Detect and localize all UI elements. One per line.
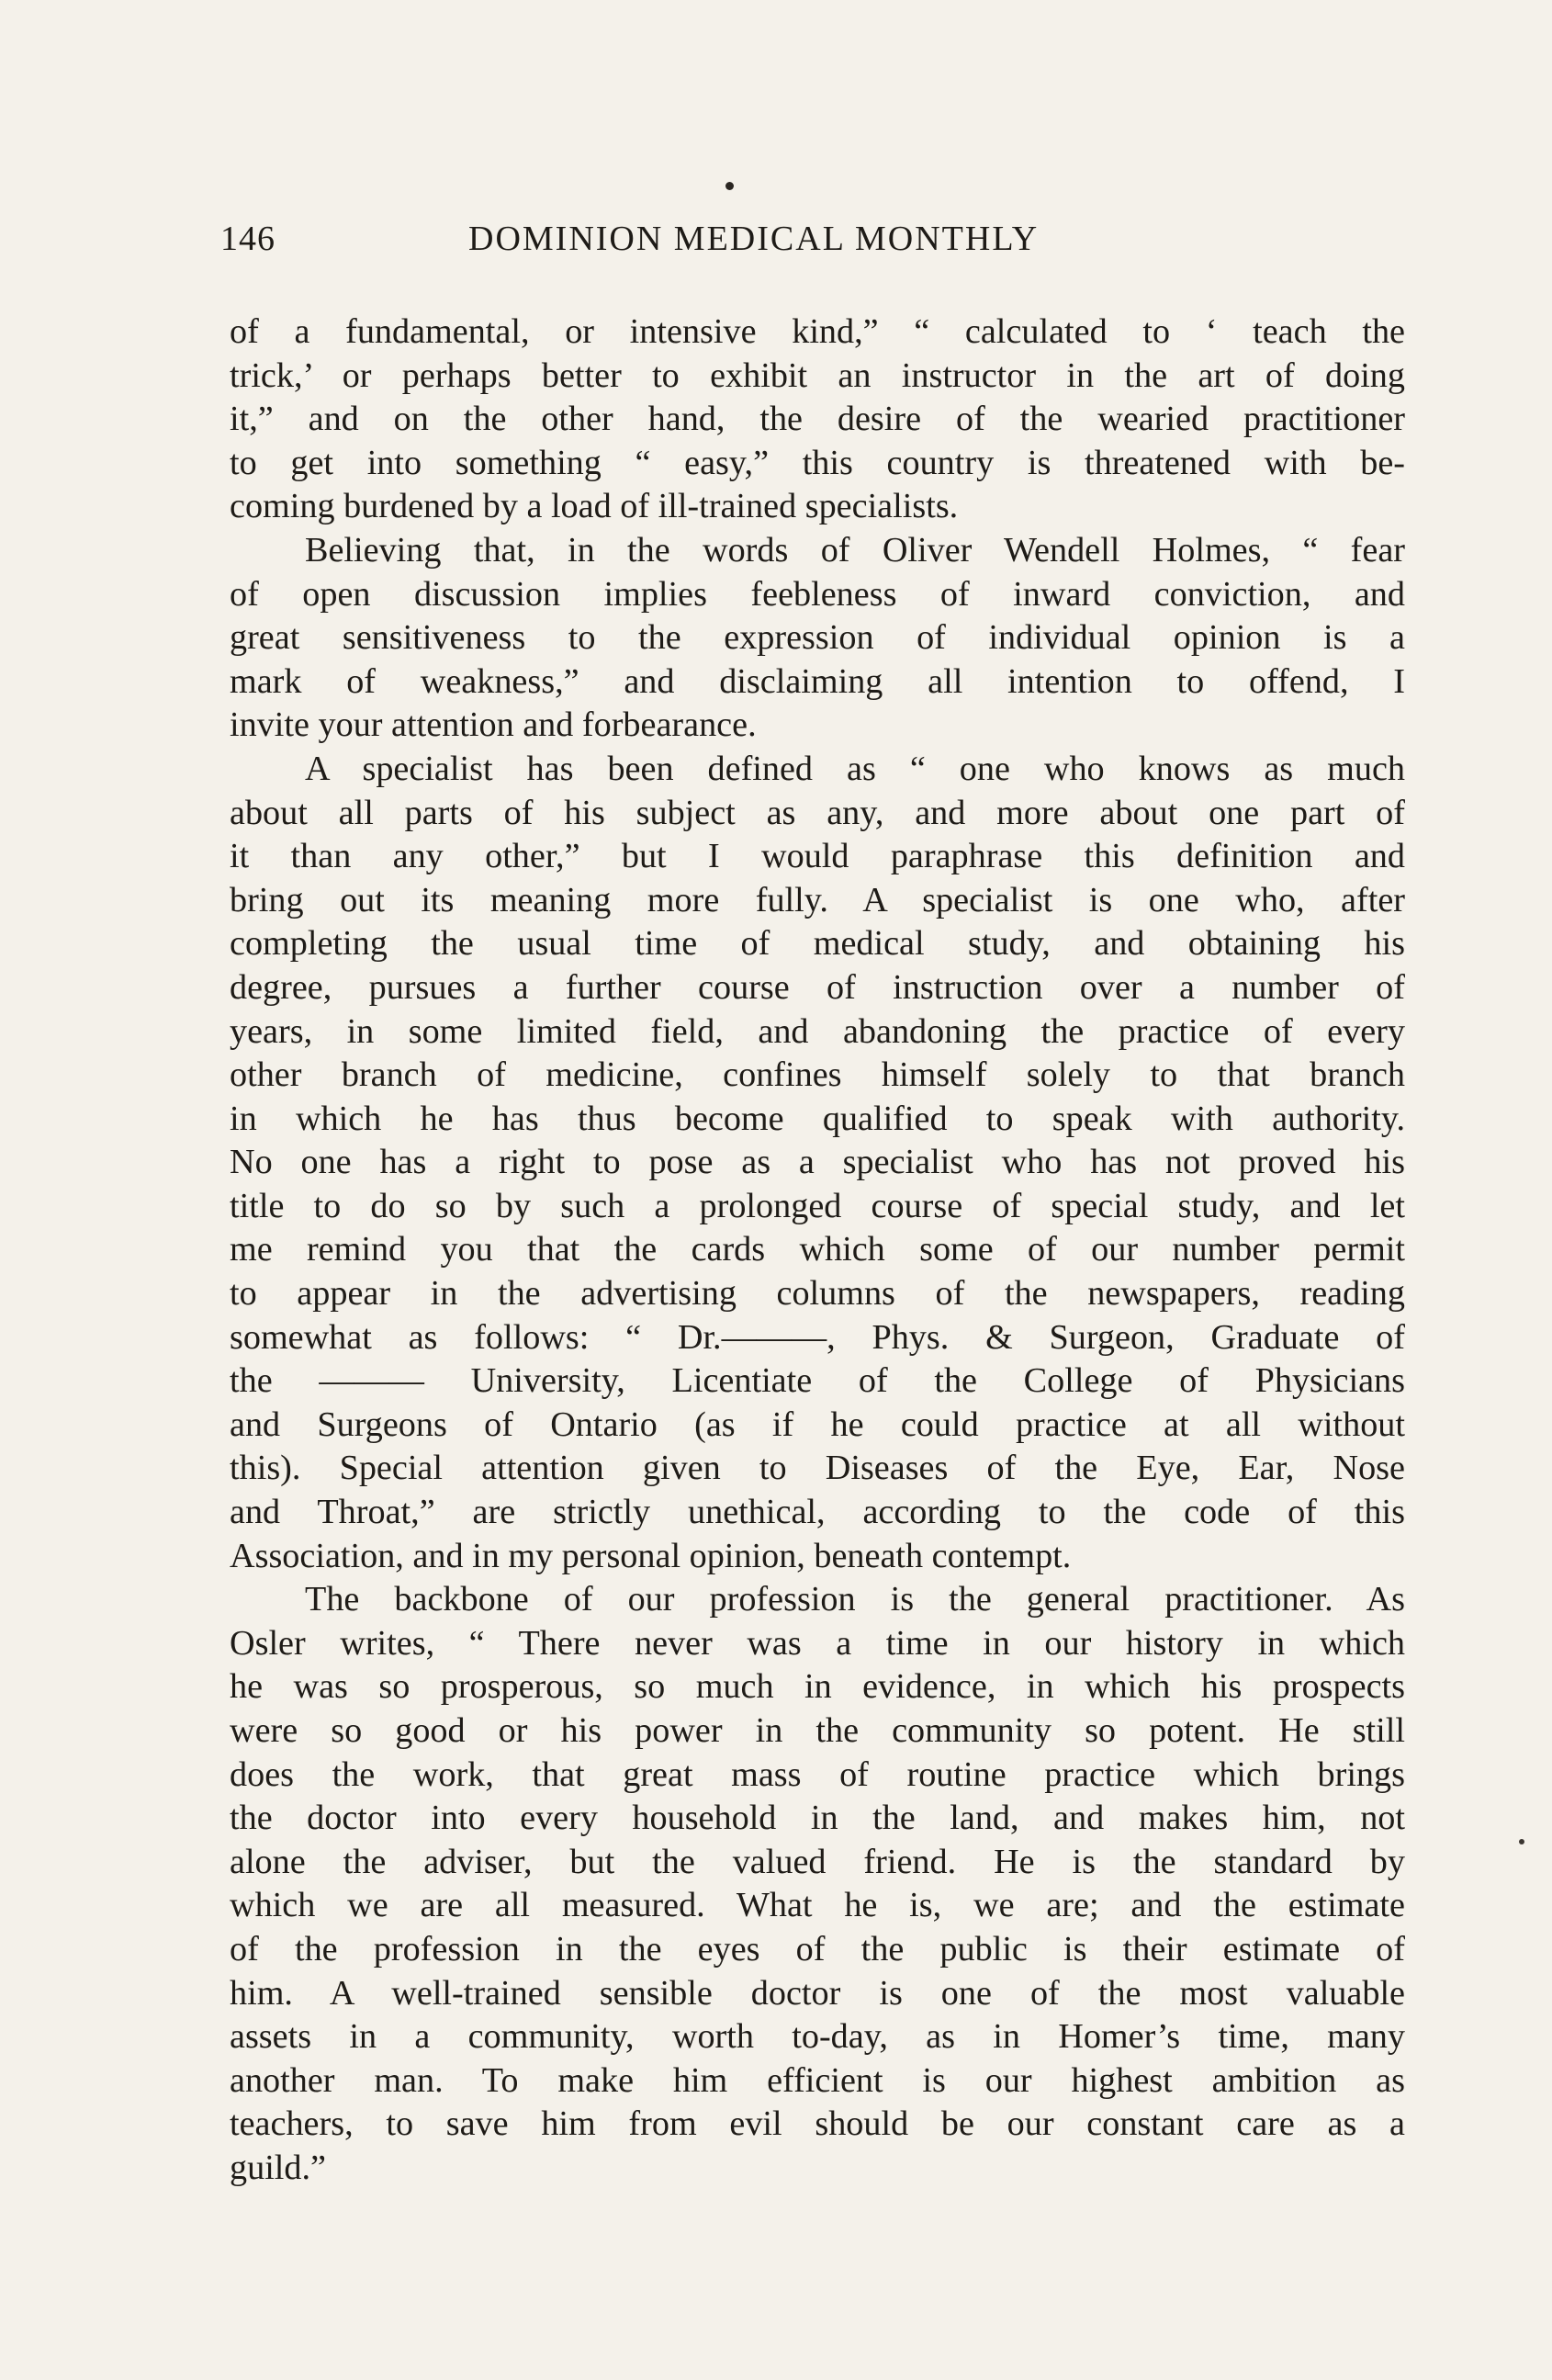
paragraph-1	[230, 310, 1405, 529]
text-line: of a fundamental, or intensive kind,” “ calculated to ‘ teach the	[230, 312, 1405, 351]
text-line: of open discussion implies feebleness of inward conviction, and	[230, 574, 1405, 614]
text-line: No one has a right to pose as a specialist who has not proved his	[230, 1143, 1405, 1182]
text-line: him. A well-trained sensible doctor is one of the most valuable	[230, 1973, 1405, 2013]
text-line: this). Special attention given to Diseases of the Eye, Ear, Nose	[230, 1449, 1405, 1488]
text-line: teachers, to save him from evil should be our constant care as a	[230, 2104, 1405, 2144]
text-line: me remind you that the cards which some of our number permit	[230, 1230, 1405, 1269]
text-line: mark of weakness,” and disclaiming all intention to offend, I	[230, 661, 1405, 701]
text-line: the doctor into every household in the land, and makes him, not	[230, 1799, 1405, 1838]
text-line: and Throat,” are strictly unethical, according to the code of this	[230, 1493, 1405, 1532]
text-line: degree, pursues a further course of instruction over a number of	[230, 967, 1405, 1007]
paragraph-2	[230, 529, 1405, 748]
paragraph-4	[230, 1578, 1405, 2190]
text-body	[230, 310, 1405, 2191]
ornament-mark	[725, 182, 734, 190]
running-head: DOMINION MEDICAL MONTHLY	[468, 220, 1040, 258]
text-line: it than any other,” but I would paraphrase this definition and	[230, 837, 1405, 876]
text-line: in which he has thus become qualified to speak with authority.	[230, 1099, 1405, 1138]
text-line: completing the usual time of medical study, and obtaining his	[230, 924, 1405, 964]
text-line: which we are all measured. What he is, we are; and the estimate	[230, 1886, 1405, 1925]
text-line: does the work, that great mass of routine practice which brings	[230, 1754, 1405, 1794]
text-line: great sensitiveness to the expression of individual opinion is a	[230, 618, 1405, 658]
text-line: the ——— University, Licentiate of the College of Physicians	[230, 1361, 1405, 1401]
text-line: coming burdened by a load of ill-trained specialists.	[230, 487, 959, 526]
text-line: alone the adviser, but the valued friend. He is the standard by	[230, 1842, 1405, 1881]
text-line: about all parts of his subject as any, and more about one part of	[230, 793, 1405, 832]
text-line: trick,’ or perhaps better to exhibit an instructor in the art of doing	[230, 355, 1405, 395]
text-line: The backbone of our profession is the general practitioner. As	[305, 1580, 1405, 1619]
text-line: he was so prosperous, so much in evidence, in which his prospects	[230, 1667, 1405, 1707]
text-line: of the profession in the eyes of the public is their estimate of	[230, 1929, 1405, 1968]
paragraph-3	[230, 748, 1405, 1578]
text-line: years, in some limited field, and abandoning the practice of every	[230, 1011, 1405, 1051]
text-line: A specialist has been defined as “ one who knows as much	[305, 749, 1405, 788]
page-number: 146	[220, 220, 276, 258]
text-line: Believing that, in the words of Oliver Wendell Holmes, “ fear	[305, 530, 1405, 570]
text-line: invite your attention and forbearance.	[230, 705, 757, 745]
text-line: and Surgeons of Ontario (as if he could practice at all without	[230, 1404, 1405, 1444]
text-line: other branch of medicine, confines himself solely to that branch	[230, 1055, 1405, 1095]
stray-mark	[1519, 1839, 1524, 1844]
page-header	[220, 219, 1185, 274]
text-line: it,” and on the other hand, the desire of the wearied practitioner	[230, 400, 1405, 439]
text-line: to get into something “ easy,” this country is threatened with be-	[230, 443, 1405, 482]
text-line: title to do so by such a prolonged course of special study, and let	[230, 1186, 1405, 1225]
text-line: somewhat as follows: “ Dr.———, Phys. & Surgeon, Graduate of	[230, 1317, 1405, 1357]
text-line: Osler writes, “ There never was a time in our history in which	[230, 1623, 1405, 1663]
text-line: another man. To make him efficient is our highest ambition as	[230, 2060, 1405, 2100]
text-line: Association, and in my personal opinion, beneath contempt.	[230, 1536, 1072, 1575]
text-line: guild.”	[230, 2148, 326, 2187]
text-line: assets in a community, worth to-day, as in Homer’s time, many	[230, 2017, 1405, 2057]
text-line: bring out its meaning more fully. A specialist is one who, after	[230, 880, 1405, 919]
text-line: to appear in the advertising columns of the newspapers, reading	[230, 1274, 1405, 1314]
text-line: were so good or his power in the community so potent. He still	[230, 1711, 1405, 1750]
